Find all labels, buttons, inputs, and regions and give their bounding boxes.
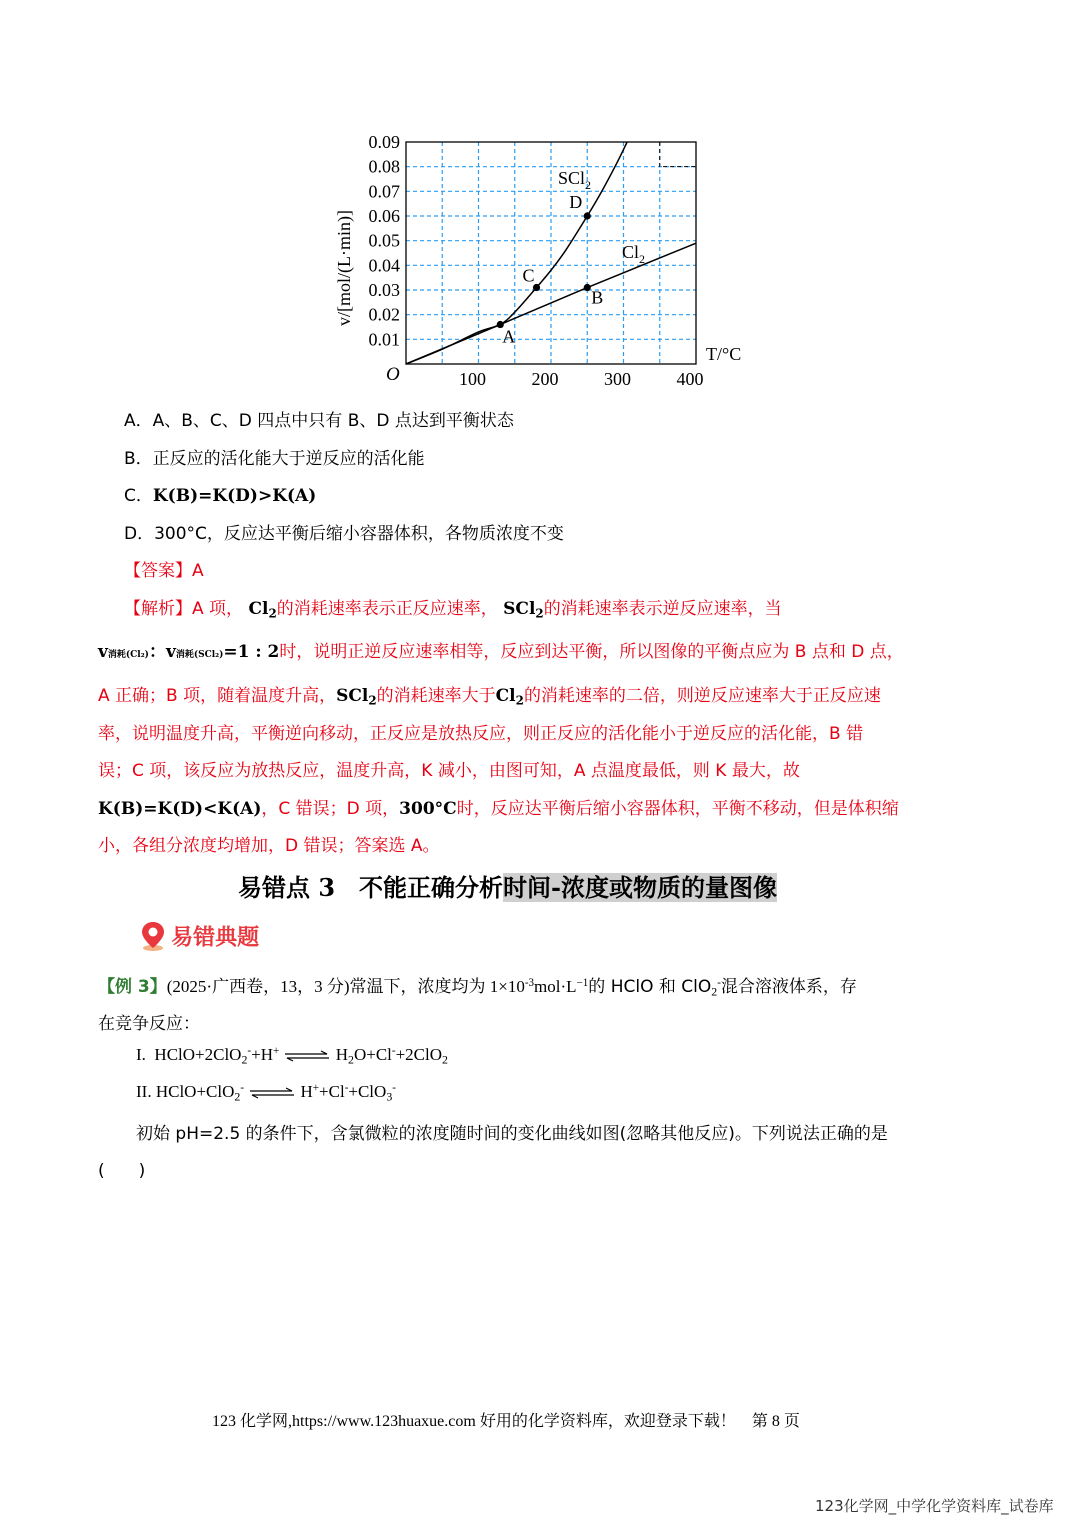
analysis-line-5: 误；C 项，该反应为放热反应，温度升高，K 减小，由图可知，A 点温度最低，则 K 最大，故: [98, 761, 800, 781]
x-tick-label: 200: [531, 369, 559, 389]
example-line-2: 在竞争反应：: [98, 1014, 200, 1034]
y-tick-label: 0.01: [368, 329, 400, 350]
analysis-line-6: K(B)=K(D)<K(A)，C 错误；D 项，300°C时，反应达平衡后缩小容器体积，平衡不移动，但是体积缩: [98, 799, 899, 819]
y-tick-label: 0.03: [368, 280, 400, 300]
x-tick-label: 100: [459, 369, 486, 389]
y-tick-label: 0.08: [368, 156, 400, 177]
origin-label: O: [386, 364, 400, 385]
option-c: [124, 481, 316, 506]
example-line-1: 【例 3】(2025·广西卷，13，3 分)常温下，浓度均为 $1\times 10^{-3}mol\cdot L^{-1}$的 HClO 和 ClO$_2$-混合溶液体系，存: [98, 976, 857, 999]
y-tick-label: 0.06: [368, 206, 400, 226]
dashed-extension: [660, 142, 696, 167]
analysis-line-1: 【解析】A 项， $Cl_2$的消耗速率表示正反应速率， SCl$_2$的消耗速率表示逆反应速率，当: [124, 599, 782, 621]
x-tick-label: 400: [676, 369, 704, 389]
y-tick-label: 0.04: [368, 255, 400, 276]
reaction-1: I. HClO+2ClO$_2$-+H+ $H_2O+Cl^-+2ClO_2$: [136, 1045, 448, 1067]
option-d: D．300°C，反应达平衡后缩小容器体积，各物质浓度不变: [124, 524, 564, 544]
point-label-a: A: [502, 326, 516, 347]
option-c-formula: K(B)=K(D)>K(A): [152, 486, 317, 506]
series-label-scl2: SCl$_2$: [558, 168, 592, 192]
y-tick-label: 0.09: [368, 132, 400, 152]
point-label-c: C: [522, 265, 535, 286]
x-tick-label: 300: [604, 369, 631, 389]
option-c-prefix: C．: [124, 486, 153, 506]
equilibrium-arrow-icon: [248, 1087, 296, 1099]
section-heading: 易错点 3 不能正确分析时间-浓度或物质的量图像: [238, 873, 778, 902]
chart-grid: [406, 142, 696, 364]
point-b: [584, 284, 591, 291]
point-d: [584, 212, 591, 219]
x-axis-label: T/°C: [706, 344, 742, 364]
y-tick-label: 0.07: [368, 181, 400, 202]
answer: 【答案】A: [124, 561, 204, 581]
y-tick-label: 0.02: [368, 304, 400, 325]
plot-frame: [406, 142, 696, 364]
equilibrium-arrow-icon: [283, 1050, 331, 1062]
location-pin-icon: [140, 920, 166, 952]
option-a: A．A、B、C、D 四点中只有 B、D 点达到平衡状态: [124, 411, 514, 431]
analysis-line-7: 小，各组分浓度均增加，D 错误；答案选 A。: [98, 836, 440, 856]
answer-blank: ( ): [98, 1161, 146, 1181]
analysis-line-4: 率，说明温度升高，平衡逆向移动，正反应是放热反应，则正反应的活化能小于逆反应的活化能，B 错: [98, 724, 864, 744]
reaction-2: II. HClO+ClO$_2$- H++Cl-+ClO$_3$-: [136, 1082, 396, 1104]
page-footer: 123 化学网,https://www.123huaxue.com 好用的化学资料库，欢迎登录下载！ 第 8 页: [212, 1413, 800, 1430]
y-axis-label: v/[mol/(L·min)]: [334, 210, 354, 326]
point-label-b: B: [591, 287, 604, 308]
example-question: 初始 pH=2.5 的条件下，含氯微粒的浓度随时间的变化曲线如图(忽略其他反应)。下列说法正确的是: [136, 1124, 888, 1144]
analysis-line-3: A 正确；B 项，随着温度升高，SCl$_2$的消耗速率大于$Cl_2$的消耗速率的二倍，则逆反应速率大于正反应速: [98, 686, 881, 708]
section-label-text: 易错典题: [171, 925, 260, 951]
watermark: 123化学网_中学化学资料库_试卷库: [815, 1497, 1054, 1515]
rate-temperature-chart: [330, 125, 760, 395]
series-scl2-curve: [406, 142, 627, 364]
option-b: B．正反应的活化能大于逆反应的活化能: [124, 449, 425, 469]
section-label: [140, 920, 259, 952]
series-label-cl2: $Cl_2$: [622, 242, 646, 266]
point-label-d: D: [569, 192, 583, 212]
y-tick-label: 0.05: [368, 230, 400, 251]
analysis-line-2: v消耗(Cl₂)：v消耗(SCl₂)=1 : 2时，说明正逆反应速率相等，反应到达平衡，所以图像的平衡点应为 B 点和 D 点，: [98, 642, 904, 662]
